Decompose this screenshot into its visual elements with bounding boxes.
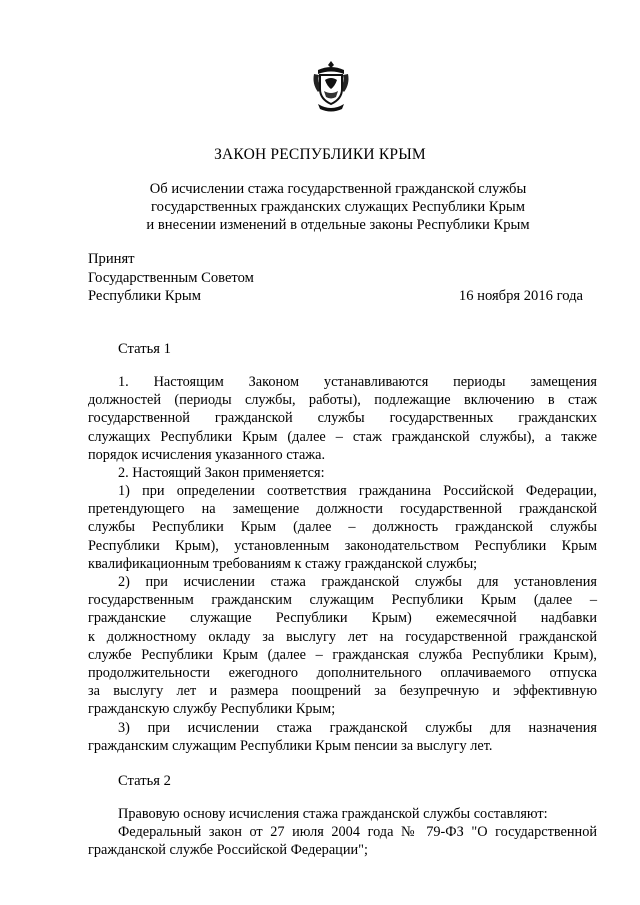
text-line: к должностному окладу за выслугу лет на государственной гражданской — [88, 628, 597, 645]
article-2-paragraph-2 — [88, 823, 597, 859]
text-line: службы Республики Крым (далее – должность гражданской службы — [88, 519, 597, 536]
law-subtitle — [80, 180, 596, 235]
text-line: за выслугу лет и размера поощрений за безупречную и эффективную — [88, 683, 597, 700]
text-line: гражданские служащие Республики Крым) ежемесячной надбавки — [88, 610, 597, 627]
coat-of-arms-emblem — [312, 60, 350, 112]
text-line: 3) при исчислении стажа гражданской службы для назначения — [118, 720, 597, 736]
law-title: ЗАКОН РЕСПУБЛИКИ КРЫМ — [214, 146, 426, 163]
subtitle-line: и внесении изменений в отдельные законы Республики Крым — [146, 217, 530, 234]
text-line: служащих Республики Крым (далее – стаж гражданской службы), а также — [88, 428, 597, 445]
text-line: квалификационным требованиям к стажу гражданской службы; — [88, 555, 478, 572]
article-1-heading: Статья 1 — [118, 341, 171, 357]
adoption-line: Принят — [88, 251, 135, 267]
text-line: Федеральный закон от 27 июля 2004 года № 79-ФЗ "О государственной — [118, 824, 597, 840]
article-2-heading: Статья 2 — [118, 773, 171, 789]
text-line: гражданским служащим Республики Крым пенсии за выслугу лет. — [88, 738, 493, 755]
text-line: Правовую основу исчисления стажа гражданской службы составляют: — [118, 806, 548, 822]
article-1-paragraph-3 — [88, 482, 597, 573]
text-line: 2. Настоящий Закон применяется: — [118, 465, 325, 481]
adoption-block — [88, 250, 254, 306]
article-1-paragraph-2 — [88, 464, 597, 482]
adoption-date: 16 ноября 2016 года — [458, 288, 583, 304]
text-line: продолжительности ежегодного дополнительного оплачиваемого отпуска — [88, 665, 597, 682]
text-line: гражданской службе Российской Федерации"; — [88, 842, 368, 859]
text-line: гражданскую службу Республики Крым; — [88, 701, 336, 718]
article-1-paragraph-5 — [88, 719, 597, 755]
text-line: службе Республики Крым (далее – гражданская служба Республики Крым), — [88, 646, 597, 663]
article-1-paragraph-1 — [88, 373, 597, 464]
text-line: государственным гражданским служащим Республики Крым (далее – — [88, 592, 597, 609]
text-line: 1) при определении соответствия гражданина Российской Федерации, — [118, 483, 597, 499]
subtitle-line: Об исчислении стажа государственной гражданской службы — [149, 181, 527, 197]
subtitle-line: государственных гражданских служащих Республики Крым — [151, 199, 525, 216]
article-1-paragraph-4 — [88, 573, 597, 719]
adoption-line: Республики Крым — [88, 288, 201, 304]
text-line: порядок исчисления указанного стажа. — [88, 446, 326, 463]
text-line: 1. Настоящим Законом устанавливаются периоды замещения — [118, 374, 597, 390]
adoption-line: Государственным Советом — [88, 269, 254, 286]
text-line: 2) при исчислении стажа гражданской службы для установления — [118, 574, 597, 590]
text-line: должностей (периоды службы, работы), подлежащие включению в стаж — [88, 392, 597, 409]
text-line: государственной гражданской службы государственных гражданских — [88, 410, 597, 427]
article-2-paragraph-1 — [88, 805, 597, 823]
text-line: претендующего на замещение должности государственной гражданской — [88, 501, 597, 518]
text-line: Республики Крым), установленным законодательством Республики Крым — [88, 537, 597, 554]
